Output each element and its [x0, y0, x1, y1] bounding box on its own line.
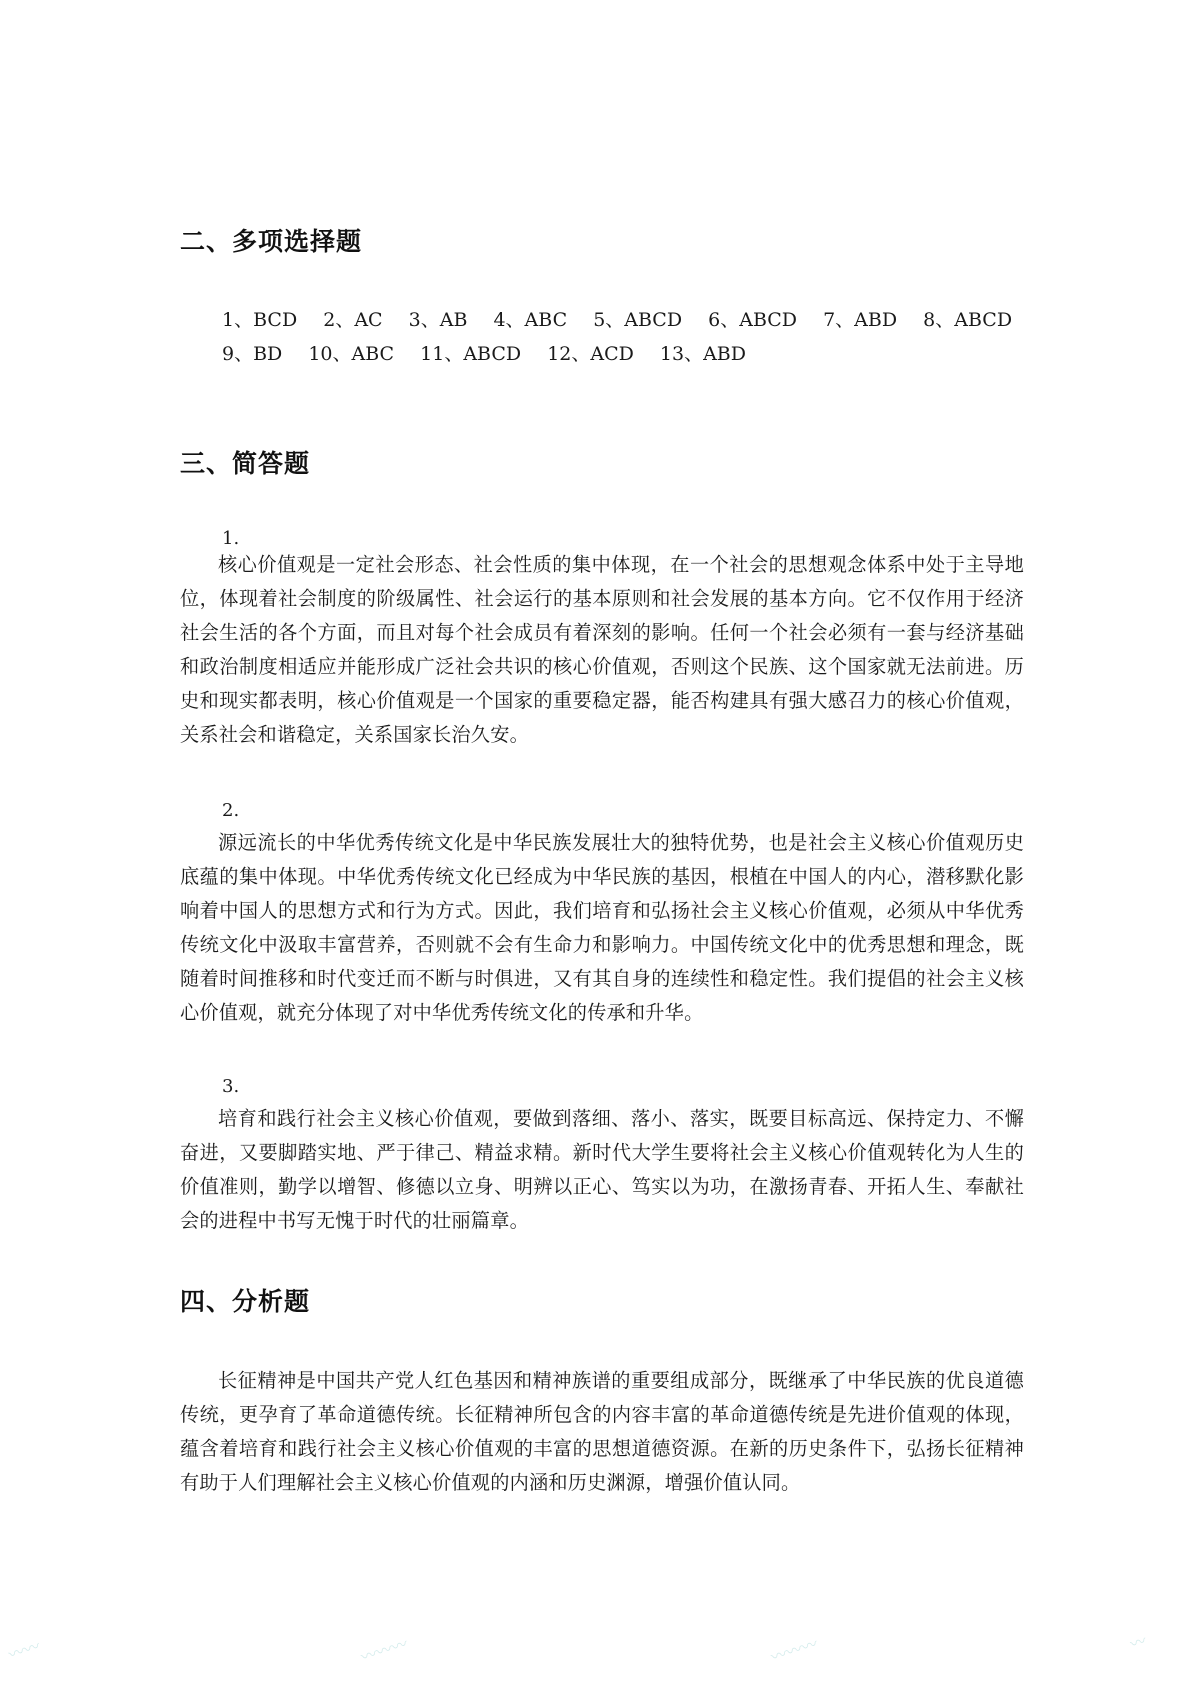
section-title-short-answer: 三、简答题: [180, 449, 311, 478]
answer-list-row-1: [222, 305, 1032, 332]
answer-item: 8、ABCD: [923, 309, 1013, 331]
answer-item: 6、ABCD: [708, 309, 798, 331]
answer-paragraph: 培育和践行社会主义核心价值观，要做到落细、落小、落实，既要目标高远、保持定力、不懈奋进，又要脚踏实地、严于律己、精益求精。新时代大学生要将社会主义核心价值观转化为人生的价值准则，勤学以增智、修德以立身、明辨以正心、笃实以为功，在激扬青春、开拓人生、奉献社会的进程中书写无愧于时代的壮丽篇章。: [180, 1107, 1024, 1232]
section-title-multiple-choice: 二、多项选择题: [180, 227, 363, 256]
answer-item: 3、AB: [408, 309, 468, 331]
answer-item: 12、ACD: [547, 343, 634, 365]
question-number: 1.: [222, 528, 240, 549]
watermark-mark: 〰〰〰: [768, 1633, 821, 1667]
question-number: 2.: [222, 800, 240, 821]
answer-item: 13、ABD: [659, 343, 747, 365]
answer-list-row-2: [222, 339, 766, 366]
section-title-analysis: 四、分析题: [180, 1287, 311, 1316]
answer-paragraph: 核心价值观是一定社会形态、社会性质的集中体现，在一个社会的思想观念体系中处于主导地位，体现着社会制度的阶级属性、社会运行的基本原则和社会发展的基本方向。它不仅作用于经济社会生活的各个方面，而且对每个社会成员有着深刻的影响。任何一个社会必须有一套与经济基础和政治制度相适应并能形成广泛社会共识的核心价值观，否则这个民族、这个国家就无法前进。历史和现实都表明，核心价值观是一个国家的重要稳定器，能否构建具有强大感召力的核心价值观，关系社会和谐稳定，关系国家长治久安。: [180, 553, 1024, 746]
analysis-paragraph: 长征精神是中国共产党人红色基因和精神族谱的重要组成部分，既继承了中华民族的优良道德传统，更孕育了革命道德传统。长征精神所包含的内容丰富的革命道德传统是先进价值观的体现，蕴含着培育和践行社会主义核心价值观的丰富的思想道德资源。在新的历史条件下，弘扬长征精神有助于人们理解社会主义核心价值观的内涵和历史渊源，增强价值认同。: [180, 1369, 1024, 1494]
answer-paragraph: 源远流长的中华优秀传统文化是中华民族发展壮大的独特优势，也是社会主义核心价值观历史底蕴的集中体现。中华优秀传统文化已经成为中华民族的基因，根植在中国人的内心，潜移默化影响着中国人的思想方式和行为方式。因此，我们培育和弘扬社会主义核心价值观，必须从中华优秀传统文化中汲取丰富营养，否则就不会有生命力和影响力。中国传统文化中的优秀思想和理念，既随着时间推移和时代变迁而不断与时俱进，又有其自身的连续性和稳定性。我们提倡的社会主义核心价值观，就充分体现了对中华优秀传统文化的传承和升华。: [180, 831, 1024, 1024]
question-number: 3.: [222, 1076, 240, 1097]
answer-item: 7、ABD: [823, 309, 898, 331]
watermark-mark: 〰〰〰: [358, 1633, 411, 1667]
answer-item: 9、BD: [222, 343, 283, 365]
answer-item: 4、ABC: [493, 309, 568, 331]
watermark-mark: 〰: [1127, 1630, 1149, 1654]
answer-item: 11、ABCD: [420, 343, 522, 365]
watermark-mark: 〰〰: [6, 1636, 43, 1665]
answer-item: 1、BCD: [222, 309, 298, 331]
answer-item: 5、ABCD: [593, 309, 683, 331]
answer-item: 10、ABC: [308, 343, 395, 365]
answer-item: 2、AC: [323, 309, 383, 331]
